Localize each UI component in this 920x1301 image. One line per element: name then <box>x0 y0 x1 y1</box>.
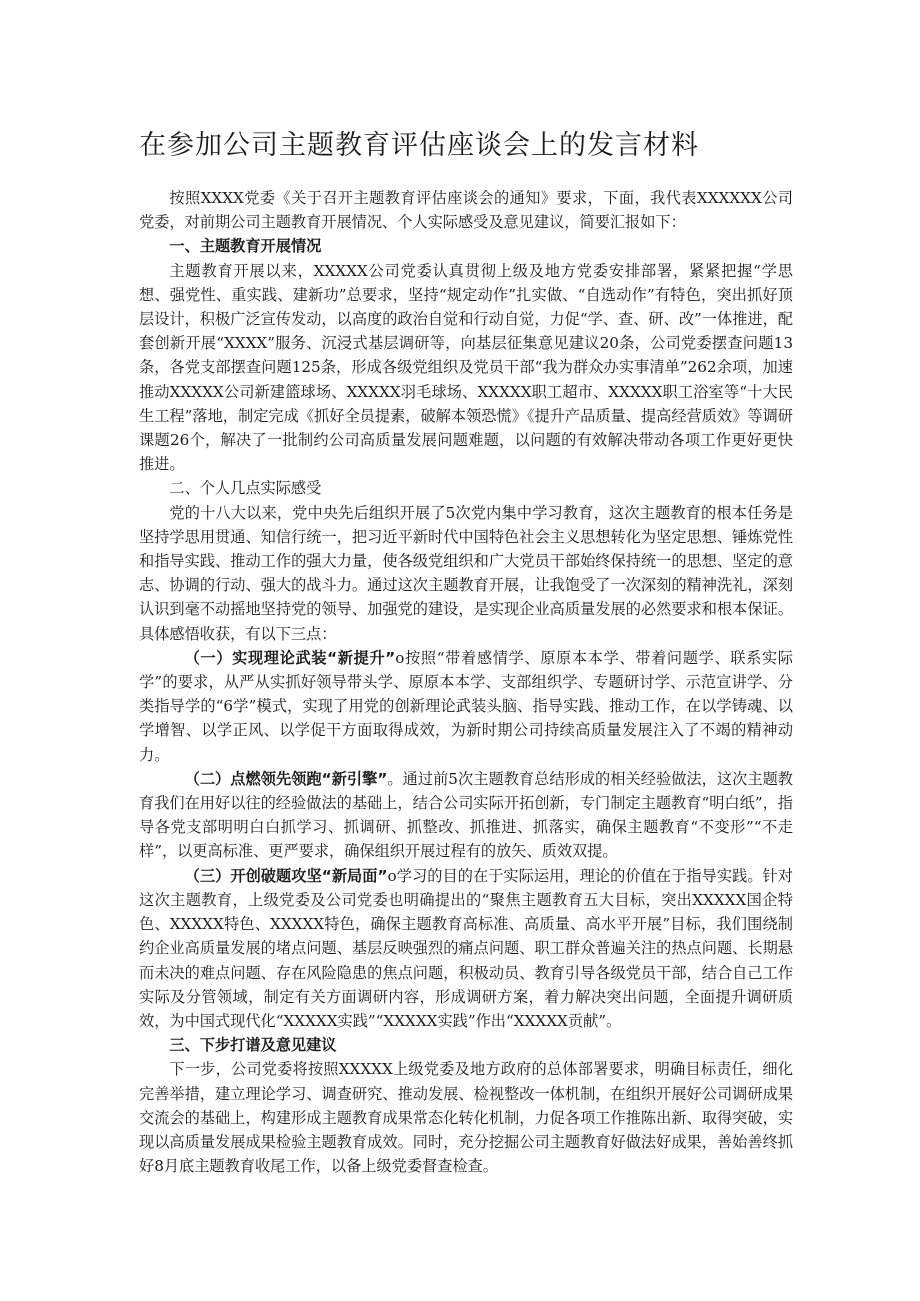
point-3-body: o学习的目的在于实际运用，理论的价值在于指导实践。针对这次主题教育，上级党委及公司党委也明确提出的“聚焦主题教育五大目标，突出XXXXX国企特色、XXXXX特色、XXXXX特色，确保主题教育高标准、高质量、高水平开展”目标，我们围绕制约企业高质量发展的堵点问题、基层反映强烈的痛点问题、职工群众普遍关注的热点问题、长期悬而未决的难点问题、存在风险隐患的焦点问题，积极动员、教育引导各级党员干部，结合自己工作实际及分管领域，制定有关方面调研内容，形成调研方案，着力解决突出问题，全面提升调研质效，为中国式现代化“XXXXX实践”“XXXXX实践”作出“XXXXX贡献”。 <box>139 866 793 1030</box>
section2-body: 党的十八大以来，党中央先后组织开展了5次党内集中学习教育，这次主题教育的根本任务是坚持学思用贯通、知信行统一，把习近平新时代中国特色社会主义思想转化为坚定思想、锤炼党性和指导实践、推动工作的强大力量，使各级党组织和广大党员干部始终保持统一的思想、坚定的意志、协调的行动、强大的战斗力。通过这次主题教育开展，让我饱受了一次深刻的精神洗礼，深刻认识到毫不动摇地坚持党的领导、加强党的建设，是实现企业高质量发展的必然要求和根本保证。具体感悟收获，有以下三点： <box>139 503 793 643</box>
point-1-body: o按照“带着感情学、原原本本学、带着问题学、联系实际学”的要求，从严从实抓好领导带头学、原原本本学、支部组织学、专题研讨学、示范宣讲学、分类指导学的“6学”模式，实现了用党的创新理论武装头脑、指导实践、推动工作，在以学铸魂、以学增智、以学正风、以学促干方面取得成效，为新时期公司持续高质量发展注入了不竭的精神动力。 <box>139 648 793 764</box>
document-title: 在参加公司主题教育评估座谈会上的发言材料 <box>139 130 699 161</box>
section3-body: 下一步，公司党委将按照XXXXX上级党委及地方政府的总体部署要求，明确目标责任，细化完善举措，建立理论学习、调查研究、推动发展、检视整改一体机制，在组织开展好公司调研成果交流会的基础上，构建形成主题教育成果常态化转化机制，力促各项工作推陈出新、取得突破，实现以高质量发展成果检验主题教育成效。同时，充分挖掘公司主题教育好做法好成果，善始善终抓好8月底主题教育收尾工作，以备上级党委督查检查。 <box>139 1060 793 1176</box>
section1-heading: 一、主题教育开展情况 <box>169 237 322 256</box>
point-2-body: 。通过前5次主题教育总结形成的相关经验做法，这次主题教育我们在用好以往的经验做法的基础上，结合公司实际开拓创新，专门制定主题教育“明白纸”，指导各党支部明明白白抓学习、抓调研、抓整改、抓推进、抓落实，确保主题教育“不变形”“不走样”，以更高标准、更严要求，确保组织开展过程有的放矢、质效双提。 <box>139 769 793 861</box>
point-1-paragraph <box>139 646 793 767</box>
section1-body: 主题教育开展以来，XXXXX公司党委认真贯彻上级及地方党委安排部署，紧紧把握“学思想、强党性、重实践、建新功”总要求，坚持“规定动作”扎实做、“自选动作”有特色，突出抓好顶层设计，积极广泛宣传发动，以高度的政治自觉和行动自觉，力促“学、查、研、改”一体推进，配套创新开展“XXXX”服务、沉浸式基层调研等，向基层征集意见建议20条，公司党委摆查问题13条，各党支部摆查问题125条，形成各级党组织及党员干部“我为群众办实事清单”262余项，加速推动XXXXX公司新建篮球场、XXXXX羽毛球场、XXXXX职工超市、XXXXX职工浴室等“十大民生工程”落地，制定完成《抓好全员提素，破解本领恐慌》《提升产品质量、提高经营质效》等调研课题26个，解决了一批制约公司高质量发展问题难题，以问题的有效解决带动各项工作更好更快推进。 <box>139 261 793 474</box>
document-page <box>139 128 793 1178</box>
section3-heading: 三、下步打谱及意见建议 <box>169 1036 337 1055</box>
point-1-label: （一）实现理论武装“新提升” <box>184 648 396 667</box>
point-3-paragraph <box>139 864 793 1033</box>
point-2-label: （二）点燃领先领跑“新引擎” <box>184 769 388 788</box>
point-2-paragraph <box>139 767 793 864</box>
point-3-label: （三）开创破题攻坚“新局面” <box>184 866 388 885</box>
section2-heading: 二、个人几点实际感受 <box>169 479 322 498</box>
intro-paragraph: 按照XXXX党委《关于召开主题教育评估座谈会的通知》要求，下面，我代表XXXXXX公司党委，对前期公司主题教育开展情况、个人实际感受及意见建议，简要汇报如下： <box>139 189 793 232</box>
